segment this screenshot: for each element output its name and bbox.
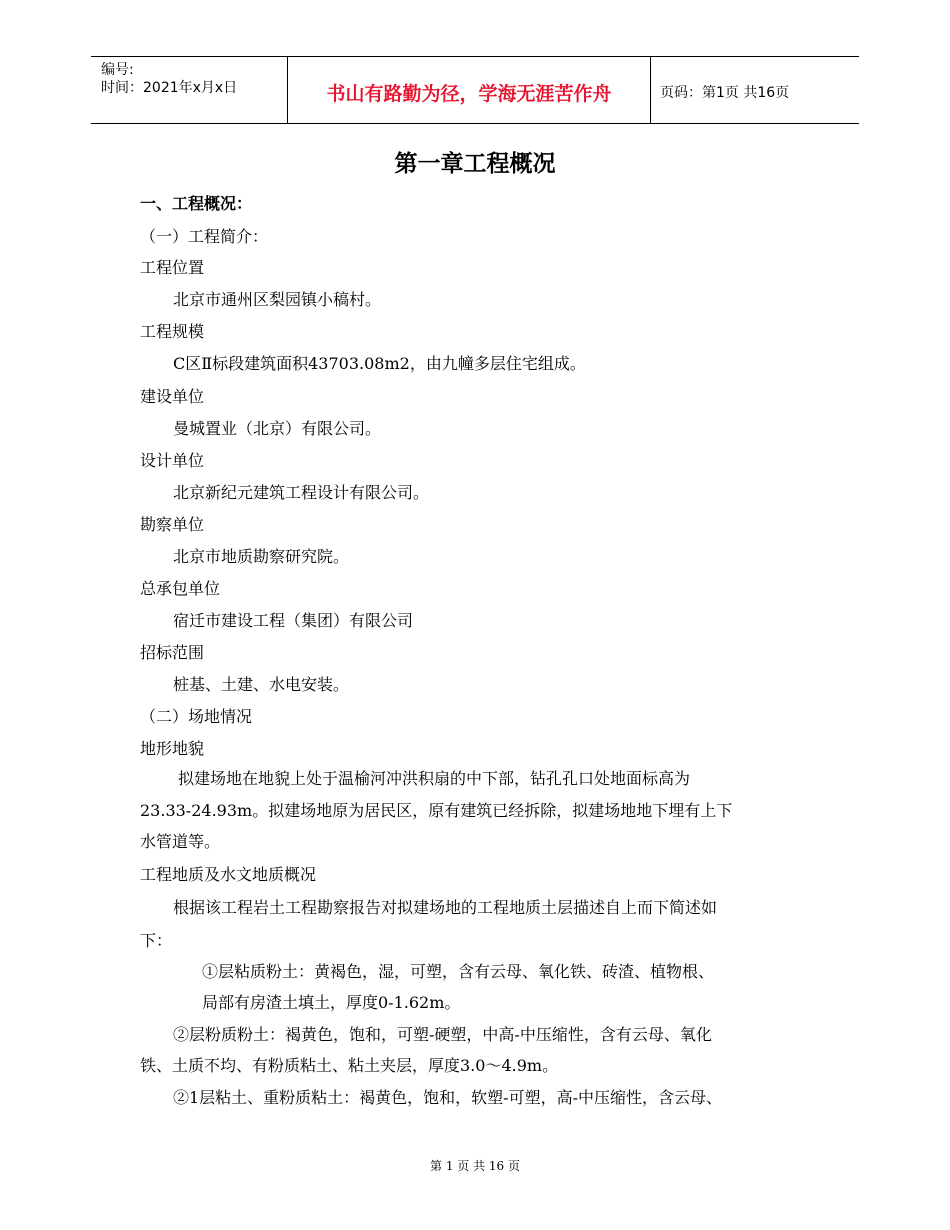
item-label: 招标范围 — [140, 643, 205, 662]
paragraph-line: 下： — [140, 931, 173, 950]
item-value: 北京市地质勘察研究院。 — [173, 547, 350, 566]
page-code: 页码：第1页 共16页 — [660, 85, 790, 101]
document-time-label: 时间：2021年x月x日 — [101, 80, 238, 96]
item-label: 工程规模 — [140, 322, 205, 341]
page-footer: 第 1 页 共 16 页 — [430, 1159, 520, 1173]
header-motto-cell — [287, 57, 651, 123]
item-value: 北京市通州区梨园镇小稿村。 — [173, 290, 382, 309]
subsection-heading: （二）场地情况 — [140, 707, 253, 726]
motto-text: 书山有路勤为径，学海无涯苦作舟 — [326, 83, 612, 105]
item-value: 宿迁市建设工程（集团）有限公司 — [173, 611, 414, 630]
item-label: 地形地貌 — [140, 739, 205, 758]
section-heading: 一、工程概况： — [140, 194, 253, 213]
item-label: 勘察单位 — [140, 515, 205, 534]
item-value: 桩基、土建、水电安装。 — [173, 675, 350, 694]
item-value: 曼城置业（北京）有限公司。 — [173, 419, 382, 438]
item-label: 设计单位 — [140, 451, 205, 470]
item-label: 总承包单位 — [140, 579, 221, 598]
header-page-cell — [650, 57, 859, 123]
header-info-cell — [91, 57, 287, 123]
soil-layer-line: 铁、土质不均、有粉质粘土、粘土夹层，厚度3.0～4.9m。 — [140, 1056, 559, 1075]
paragraph-line: 23.33-24.93m。拟建场地原为居民区，原有建筑已经拆除，拟建场地地下埋有上下 — [140, 801, 733, 820]
paragraph-line: 根据该工程岩土工程勘察报告对拟建场地的工程地质土层描述自上而下简述如 — [173, 898, 718, 917]
item-label: 工程地质及水文地质概况 — [140, 865, 317, 884]
paragraph-line: 水管道等。 — [140, 832, 221, 851]
document-number-label: 编号: — [101, 62, 134, 78]
soil-layer-line: 局部有房渣土填土，厚度0-1.62m。 — [202, 993, 461, 1012]
page-header — [91, 56, 859, 124]
item-label: 工程位置 — [140, 258, 205, 277]
soil-layer-line: ②1层粘土、重粉质粘土：褐黄色，饱和，软塑-可塑，高-中压缩性，含云母、 — [173, 1088, 722, 1107]
soil-layer-line: ①层粘质粉土：黄褐色，湿，可塑，含有云母、氧化铁、砖渣、植物根、 — [202, 962, 715, 981]
soil-layer-line: ②层粉质粉土：褐黄色，饱和，可塑-硬塑，中高-中压缩性，含有云母、氧化 — [173, 1025, 712, 1044]
chapter-title: 第一章工程概况 — [394, 151, 556, 177]
paragraph-line: 拟建场地在地貌上处于温榆河冲洪积扇的中下部，钻孔孔口处地面标高为 — [178, 769, 691, 788]
item-label: 建设单位 — [140, 387, 205, 406]
item-value: C区Ⅱ标段建筑面积43703.08m2，由九幢多层住宅组成。 — [173, 354, 586, 373]
subsection-heading: （一）工程简介： — [140, 227, 269, 246]
item-value: 北京新纪元建筑工程设计有限公司。 — [173, 483, 430, 502]
